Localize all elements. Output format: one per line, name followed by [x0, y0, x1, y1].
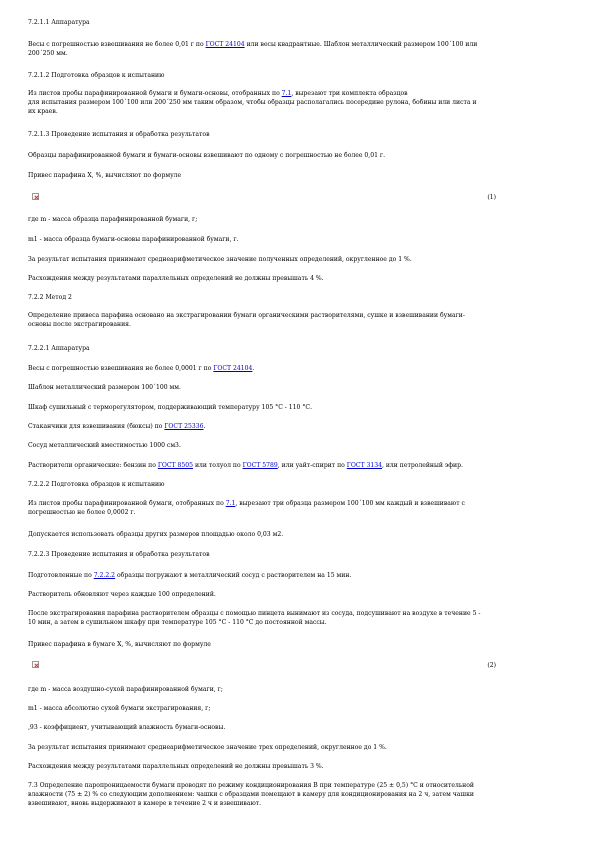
heading-7-2-2: 7.2.2 Метод 2: [28, 294, 72, 301]
paragraph-immersion: Подготовленные по 7.2.2.2 образцы погружают в металлический сосуд с растворителем на 15 мин.: [28, 572, 352, 579]
link-section-7-1[interactable]: 7.1: [281, 90, 292, 97]
link-gost-25336[interactable]: ГОСТ 25336: [164, 423, 204, 430]
paragraph-formula-intro-2: Привес парафина в бумаге X, %, вычисляют по формуле: [28, 641, 211, 648]
link-section-7-1-2[interactable]: 7.1: [225, 500, 236, 507]
paragraph-where-m: где m - масса образца парафинированной бумаги, г;: [28, 216, 198, 223]
paragraph-cups: Стаканчики для взвешивания (бюксы) по ГОСТ 25336.: [28, 423, 206, 430]
link-gost-24104-2[interactable]: ГОСТ 24104: [213, 365, 253, 372]
paragraph-scales-2: Весы с погрешностью взвешивания не более 0,0001 г по ГОСТ 24104.: [28, 365, 255, 372]
formula-1-broken-image-icon: [32, 193, 39, 200]
paragraph-where-m1-2: m1 - масса абсолютно сухой бумаги экстрагирования, г;: [28, 705, 211, 712]
paragraph-discrepancy: Расхождения между результатами параллельных определений не должны превышать 4 %.: [28, 275, 324, 282]
paragraph-sample-prep-2: Из листов пробы парафинированной бумаги, отобранных по 7.1, вырезают три образца размером 100´100 мм каждый и взвешивают с погрешностью не более 0,0002 г.: [28, 500, 465, 516]
paragraph-method-2: Определение привеса парафина основано на экстрагировании бумаги органическими растворителями, сушке и взвешивании бумаги- основы после экстрагирования.: [28, 312, 465, 328]
paragraph-drying: После экстрагирования парафина растворителем образцы с помощью пинцета вынимают из сосуда, подсушивают на воздухе в течение 5 - 10 мин, а затем в сушильном шкафу при температуре 105 °С - 110 °С до постоянной массы.: [28, 610, 481, 626]
paragraph-sample-prep: Из листов пробы парафинированной бумаги и бумаги-основы, отобранных по 7.1, вырезают три комплекта образцов для испытания размером 100´100 или 200´250 мм таким образом, чтобы образцы располагались посередине рулона, бобины или листа и их краев.: [28, 90, 477, 115]
heading-7-2-1-1: 7.2.1.1 Аппаратура: [28, 19, 90, 26]
formula-2-broken-image-icon: [32, 661, 39, 668]
paragraph-oven: Шкаф сушильный с терморегулятором, поддерживающий температуру 105 °С - 110 °С.: [28, 404, 313, 411]
paragraph-other-sizes: Допускается использовать образцы других размеров площадью около 0,03 м2.: [28, 531, 284, 538]
paragraph-scales: Весы с погрешностью взвешивания не более 0,01 г по ГОСТ 24104 или весы квадрантные. Шаблон металлический размером 100´100 или 200´250 мм.: [28, 41, 478, 57]
paragraph-solvent-renewal: Растворитель обновляют через каждые 100 определений.: [28, 591, 216, 598]
paragraph-solvents: Растворители органические: бензин по ГОСТ 8505 или толуол по ГОСТ 5789, или уайт-спирит по ГОСТ 3134, или петролейный эфир.: [28, 462, 463, 469]
equation-number-1: (1): [487, 194, 496, 201]
heading-7-2-1-2: 7.2.1.2 Подготовка образцов к испытанию: [28, 72, 165, 79]
paragraph-template: Шаблон металлический размером 100´100 мм.: [28, 384, 181, 391]
paragraph-weighing: Образцы парафинированной бумаги и бумаги-основы взвешивают по одному с погрешностью не более 0,01 г.: [28, 152, 386, 159]
paragraph-result-2: За результат испытания принимают среднеарифметическое значение трех определений, округленное до 1 %.: [28, 744, 387, 751]
paragraph-discrepancy-2: Расхождения между результатами параллельных определений не должны превышать 3 %.: [28, 763, 324, 770]
link-gost-24104[interactable]: ГОСТ 24104: [205, 41, 245, 48]
paragraph-coefficient: ,93 - коэффициент, учитывающий влажность бумаги-основы.: [28, 724, 226, 731]
link-gost-5789[interactable]: ГОСТ 5789: [242, 462, 278, 469]
heading-7-2-2-2: 7.2.2.2 Подготовка образцов к испытанию: [28, 481, 165, 488]
paragraph-vapor-permeability: 7.3 Определение паропроницаемости бумаги проводят по режиму кондиционирования В при температуре (25 ± 0,5) °С и относительной влажности (75 ± 2) % со следующим дополнением: чашки с образцами помещают в камеру для кондиционирования на 2 ч, затем чашки взвешивают, вновь выдерживают в камере в течение 2 ч и взвешивают.: [28, 782, 474, 807]
paragraph-result: За результат испытания принимают среднеарифметическое значение полученных определений, округленное до 1 %.: [28, 256, 412, 263]
paragraph-formula-intro: Привес парафина X, %, вычисляют по формуле: [28, 172, 182, 179]
paragraph-where-m-2: где m - масса воздушно-сухой парафинированной бумаги, г;: [28, 686, 223, 693]
link-gost-3134[interactable]: ГОСТ 3134: [346, 462, 382, 469]
link-gost-8505[interactable]: ГОСТ 8505: [157, 462, 194, 469]
equation-number-2: (2): [487, 662, 496, 669]
heading-7-2-2-1: 7.2.2.1 Аппаратура: [28, 345, 90, 352]
link-section-7-2-2-2[interactable]: 7.2.2.2: [93, 572, 116, 579]
paragraph-vessel: Сосуд металлический вместимостью 1000 см3.: [28, 442, 181, 449]
heading-7-2-2-3: 7.2.2.3 Проведение испытания и обработка результатов: [28, 551, 210, 558]
paragraph-where-m1: m1 - масса образца бумаги-основы парафинированной бумаги, г.: [28, 236, 239, 243]
heading-7-2-1-3: 7.2.1.3 Проведение испытания и обработка результатов: [28, 131, 210, 138]
